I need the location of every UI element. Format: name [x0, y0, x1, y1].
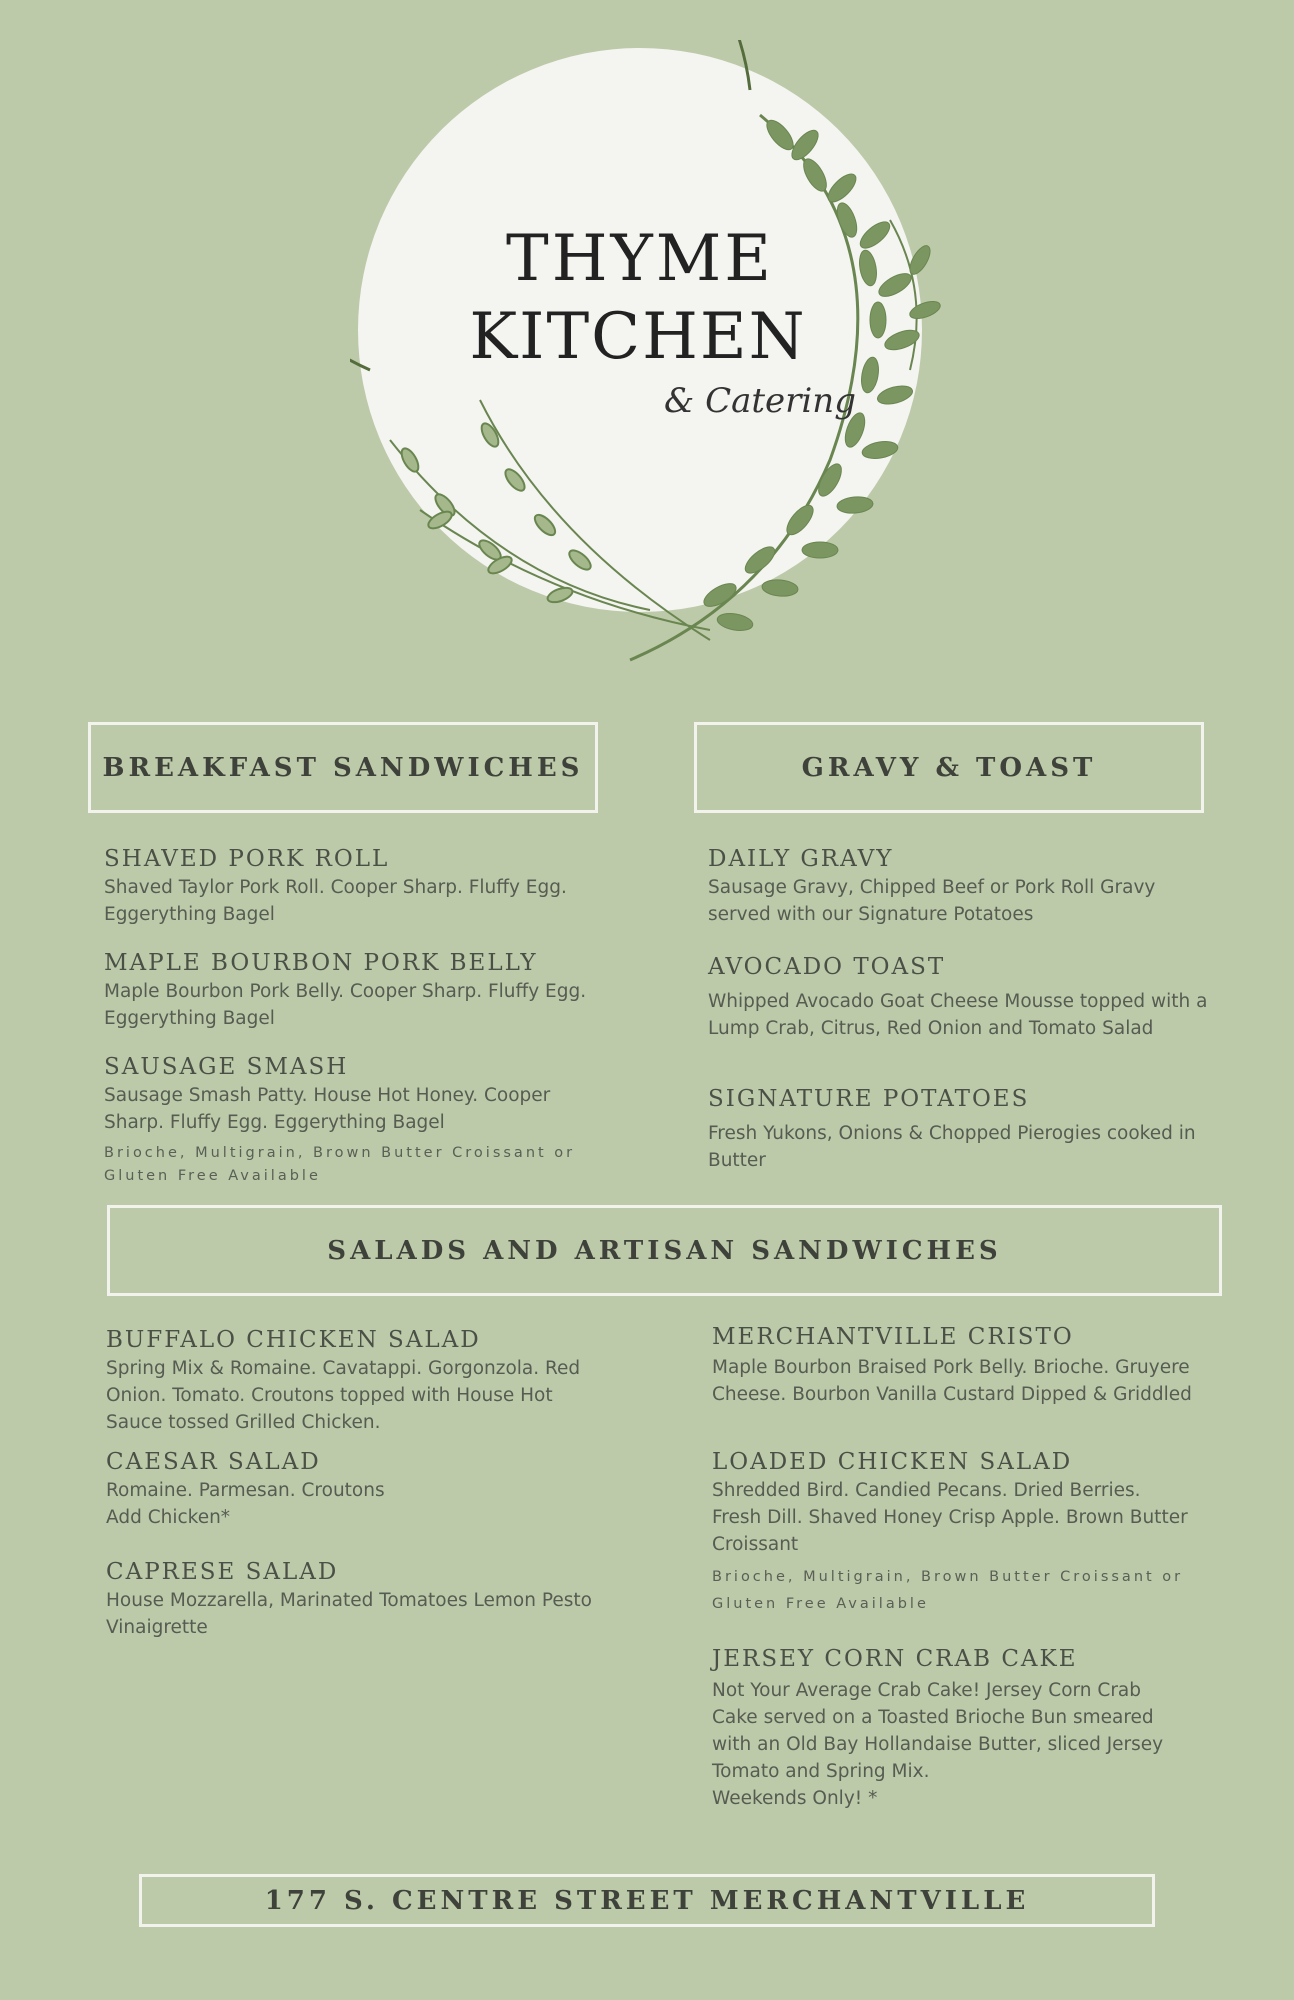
availability-note: Weekends Only! *: [712, 1788, 878, 1809]
menu-item: [106, 1557, 606, 1641]
item-description: Shredded Bird. Candied Pecans. Dried Berries. Fresh Dill. Shaved Honey Crisp Apple. Brown Butter Croissant: [712, 1480, 1188, 1555]
item-description: Spring Mix & Romaine. Cavatappi. Gorgonzola. Red Onion. Tomato. Croutons topped with House Hot Sauce tossed Grilled Chicken.: [106, 1358, 581, 1433]
menu-item: [104, 1052, 604, 1188]
item-description: Sausage Gravy, Chipped Beef or Pork Roll Gravy served with our Signature Potatoes: [708, 877, 1156, 925]
item-name: MERCHANTVILLE CRISTO: [712, 1324, 1074, 1350]
menu-item: [106, 1325, 606, 1436]
breakfast-header-text: BREAKFAST SANDWICHES: [102, 752, 584, 783]
item-name: AVOCADO TOAST: [708, 954, 946, 980]
add-on-note: Add Chicken*: [106, 1507, 231, 1528]
item-name: JERSEY CORN CRAB CAKE: [712, 1646, 1078, 1672]
item-name: DAILY GRAVY: [708, 846, 894, 872]
menu-item: [712, 1644, 1192, 1812]
address-text: 177 S. CENTRE STREET MERCHANTVILLE: [264, 1885, 1030, 1916]
logo-title-line1: THYME: [506, 222, 774, 296]
item-name: BUFFALO CHICKEN SALAD: [106, 1327, 481, 1353]
salads-sandwiches-header: [107, 1205, 1222, 1296]
gravy-toast-header: [694, 722, 1204, 813]
bread-options-note: Brioche, Multigrain, Brown Butter Croissant or Gluten Free Available: [104, 1145, 576, 1184]
menu-item: [712, 1447, 1192, 1618]
item-description: Romaine. Parmesan. Croutons: [106, 1480, 385, 1501]
bread-options-note: Brioche, Multigrain, Brown Butter Croissant or Gluten Free Available: [712, 1569, 1184, 1612]
menu-item: [708, 952, 1208, 1042]
item-name: SIGNATURE POTATOES: [708, 1086, 1030, 1112]
item-name: CAPRESE SALAD: [106, 1559, 339, 1585]
item-description: House Mozzarella, Marinated Tomatoes Lemon Pesto Vinaigrette: [106, 1590, 592, 1638]
item-description: Fresh Yukons, Onions & Chopped Pierogies cooked in Butter: [708, 1123, 1196, 1171]
menu-item: [708, 1084, 1208, 1174]
item-description: Not Your Average Crab Cake! Jersey Corn Crab Cake served on a Toasted Brioche Bun smeared with an Old Bay Hollandaise Butter, sliced Jersey Tomato and Spring Mix.: [712, 1680, 1164, 1782]
logo-title-line2: KITCHEN: [469, 300, 807, 374]
item-name: LOADED CHICKEN SALAD: [712, 1449, 1073, 1475]
menu-item: [106, 1447, 606, 1531]
gravy-header-text: GRAVY & TOAST: [801, 752, 1097, 783]
menu-item: [104, 948, 604, 1032]
item-name: CAESAR SALAD: [106, 1449, 321, 1475]
item-description: Shaved Taylor Pork Roll. Cooper Sharp. Fluffy Egg. Eggerything Bagel: [104, 877, 567, 925]
logo-tagline: & Catering: [664, 381, 856, 421]
item-name: SHAVED PORK ROLL: [104, 846, 390, 872]
menu-item: [712, 1322, 1192, 1408]
menu-item: [708, 844, 1208, 928]
item-description: Sausage Smash Patty. House Hot Honey. Cooper Sharp. Fluffy Egg. Eggerything Bagel: [104, 1085, 551, 1133]
address-footer: [139, 1874, 1155, 1927]
breakfast-sandwiches-header: [88, 722, 598, 813]
item-description: Maple Bourbon Braised Pork Belly. Brioche. Gruyere Cheese. Bourbon Vanilla Custard Dipped & Griddled: [712, 1357, 1192, 1405]
item-name: SAUSAGE SMASH: [104, 1054, 349, 1080]
item-description: Maple Bourbon Pork Belly. Cooper Sharp. Fluffy Egg. Eggerything Bagel: [104, 981, 587, 1029]
item-description: Whipped Avocado Goat Cheese Mousse topped with a Lump Crab, Citrus, Red Onion and Tomato Salad: [708, 991, 1208, 1039]
salads-header-text: SALADS AND ARTISAN SANDWICHES: [327, 1235, 1002, 1266]
menu-item: [104, 844, 604, 928]
thyme-kitchen-logo: [350, 40, 990, 680]
item-name: MAPLE BOURBON PORK BELLY: [104, 950, 538, 976]
